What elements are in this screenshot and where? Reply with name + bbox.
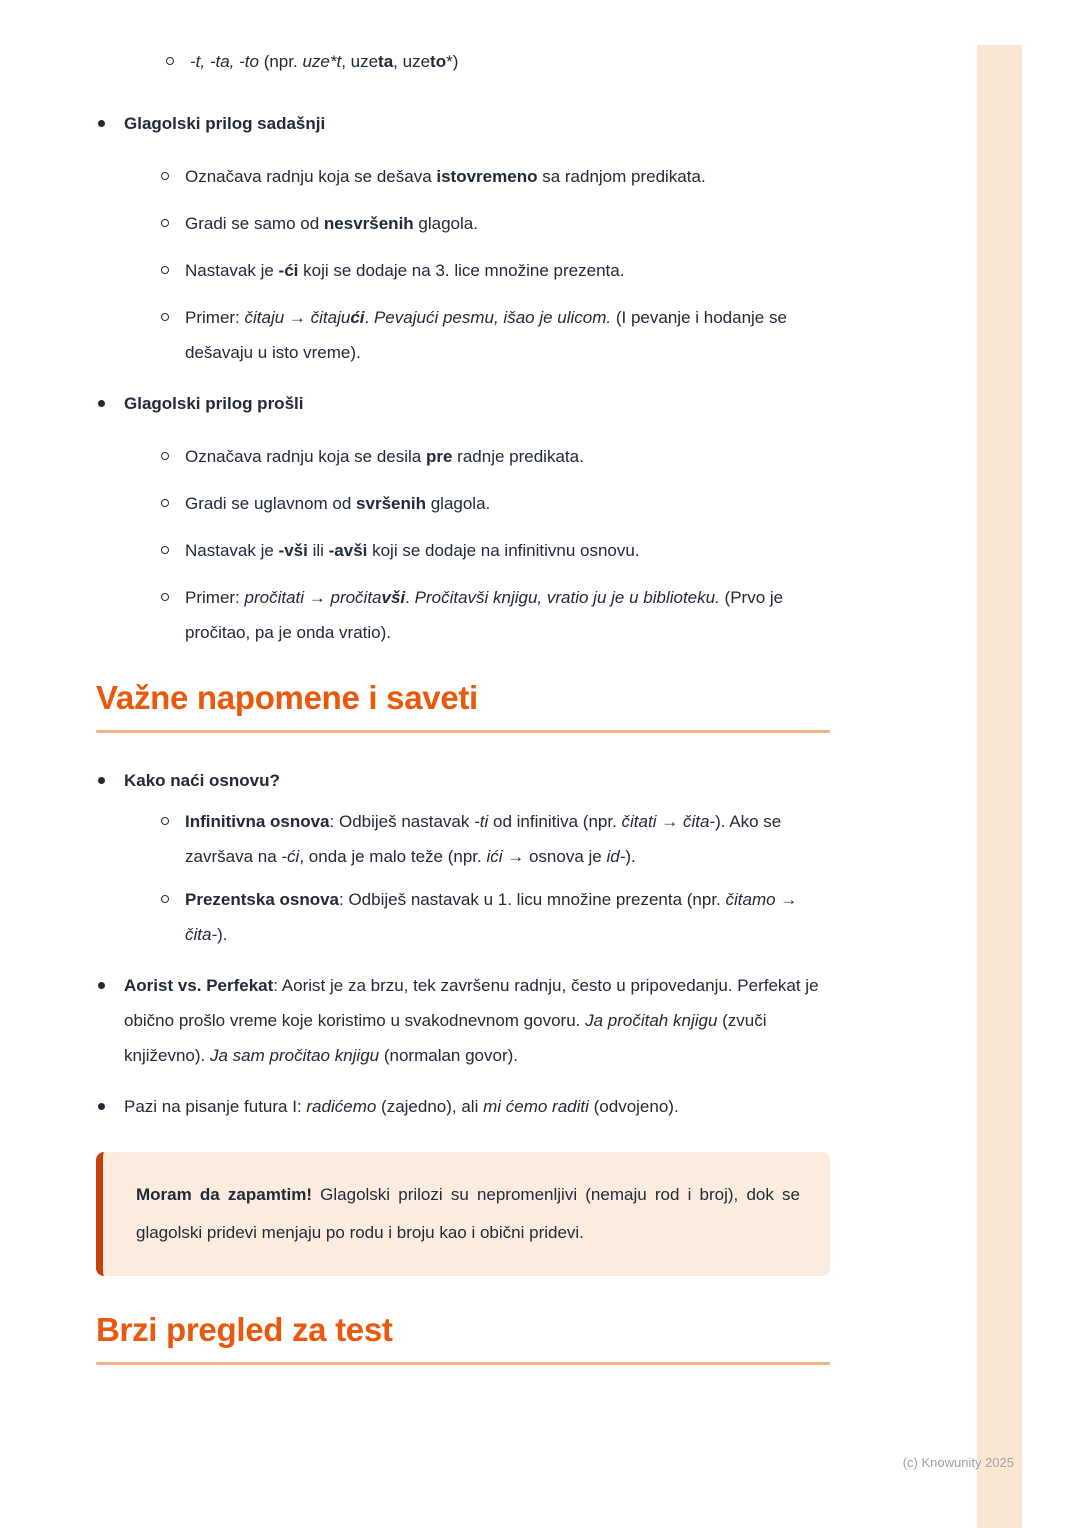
- list-item: [161, 804, 830, 874]
- sub-list: [161, 439, 830, 650]
- list-item-futur-pisanje: [96, 1089, 830, 1124]
- bullet-dot-icon: [98, 982, 105, 989]
- bullet-circle-icon: [161, 895, 169, 903]
- carryover-sub-list: [166, 44, 830, 79]
- copyright-footer: (c) Knowunity 2025: [902, 1455, 1014, 1470]
- bullet-title: Glagolski prilog prošli: [124, 394, 304, 413]
- bullet-dot-icon: [98, 1103, 105, 1110]
- callout-text: Moram da zapamtim! Glagolski prilozi su nepromenljivi (nemaju rod i broj), dok se glagolski pridevi menjaju po rodu i broju kao i obični pridevi.: [136, 1185, 800, 1242]
- list-item-glagolski-prilog-prosli: [96, 386, 830, 650]
- bullet-dot-icon: [98, 400, 105, 407]
- list-item-glagolski-prilog-sadasnji: [96, 106, 830, 370]
- sub-list: [161, 159, 830, 370]
- list-item: [161, 882, 830, 952]
- bullet-circle-icon: [161, 546, 169, 554]
- list-item-body: [124, 106, 830, 370]
- list-item-text: -t, -ta, -to (npr. uze*t, uzeta, uzeto*): [190, 52, 459, 71]
- list-item: [161, 253, 830, 288]
- list-item-text: Aorist vs. Perfekat: Aorist je za brzu, tek završenu radnju, često u pripovedanju. Perfekat je obično prošlo vreme koje koristimo u svakodnevnom govoru. Ja pročitah knjigu (zvuči književno). Ja sam pročitao knjigu (normalan govor).: [124, 976, 819, 1065]
- page-edge-strip: [977, 45, 1022, 1528]
- bullet-title: Glagolski prilog sadašnji: [124, 114, 326, 133]
- list-item-text: Označava radnju koja se desila pre radnje predikata.: [185, 447, 584, 466]
- list-item-text: Gradi se samo od nesvršenih glagola.: [185, 214, 478, 233]
- bullet-circle-icon: [161, 452, 169, 460]
- list-item: [161, 533, 830, 568]
- list-item-text: Primer: čitaju → čitajući. Pevajući pesmu, išao je ulicom. (I pevanje i hodanje se dešavaju u isto vreme).: [185, 308, 787, 362]
- list-item: [166, 44, 830, 79]
- list-item-text: Infinitivna osnova: Odbiješ nastavak -ti od infinitiva (npr. čitati → čita-). Ako se završava na -ći, onda je malo teže (npr. ići → osnova je id-).: [185, 812, 782, 866]
- section-heading-vazne-napomene: Važne napomene i saveti: [96, 679, 478, 716]
- list-item-text: Pazi na pisanje futura I: radićemo (zajedno), ali mi ćemo raditi (odvojeno).: [124, 1097, 679, 1116]
- list-item: [161, 206, 830, 241]
- bullet-circle-icon: [166, 57, 174, 65]
- topic-list: [96, 106, 830, 650]
- notes-list: [96, 763, 830, 1124]
- bullet-circle-icon: [161, 817, 169, 825]
- list-item-text: Označava radnju koja se dešava istovremeno sa radnjom predikata.: [185, 167, 706, 186]
- callout-box: [96, 1152, 830, 1276]
- bullet-circle-icon: [161, 313, 169, 321]
- list-item-kako-naci-osnovu: [96, 763, 830, 952]
- list-item-text: Primer: pročitati → pročitavši. Pročitavši knjigu, vratio ju je u biblioteku. (Prvo je pročitao, pa je onda vratio).: [185, 588, 784, 642]
- list-item: [161, 580, 830, 650]
- list-item: [161, 159, 830, 194]
- list-item-body: [124, 386, 830, 650]
- sub-list: [161, 804, 830, 952]
- bullet-dot-icon: [98, 777, 105, 784]
- list-item-text: Nastavak je -ći koji se dodaje na 3. lice množine prezenta.: [185, 261, 625, 280]
- list-item-aorist-vs-perfekat: [96, 968, 830, 1073]
- bullet-circle-icon: [161, 499, 169, 507]
- bullet-circle-icon: [161, 593, 169, 601]
- list-item-text: Nastavak je -vši ili -avši koji se dodaje na infinitivnu osnovu.: [185, 541, 640, 560]
- notes-document: [96, 0, 830, 1365]
- list-item-text: Gradi se uglavnom od svršenih glagola.: [185, 494, 491, 513]
- bullet-circle-icon: [161, 266, 169, 274]
- heading-underline: [96, 730, 830, 733]
- bullet-title: Kako naći osnovu?: [124, 771, 280, 790]
- list-item-body: [124, 763, 830, 952]
- bullet-circle-icon: [161, 172, 169, 180]
- bullet-circle-icon: [161, 219, 169, 227]
- heading-underline: [96, 1362, 830, 1365]
- list-item: [161, 300, 830, 370]
- list-item: [161, 439, 830, 474]
- bullet-dot-icon: [98, 120, 105, 127]
- list-item: [161, 486, 830, 521]
- section-heading-brzi-pregled: Brzi pregled za test: [96, 1311, 393, 1348]
- list-item-text: Prezentska osnova: Odbiješ nastavak u 1. licu množine prezenta (npr. čitamo → čita-).: [185, 890, 798, 944]
